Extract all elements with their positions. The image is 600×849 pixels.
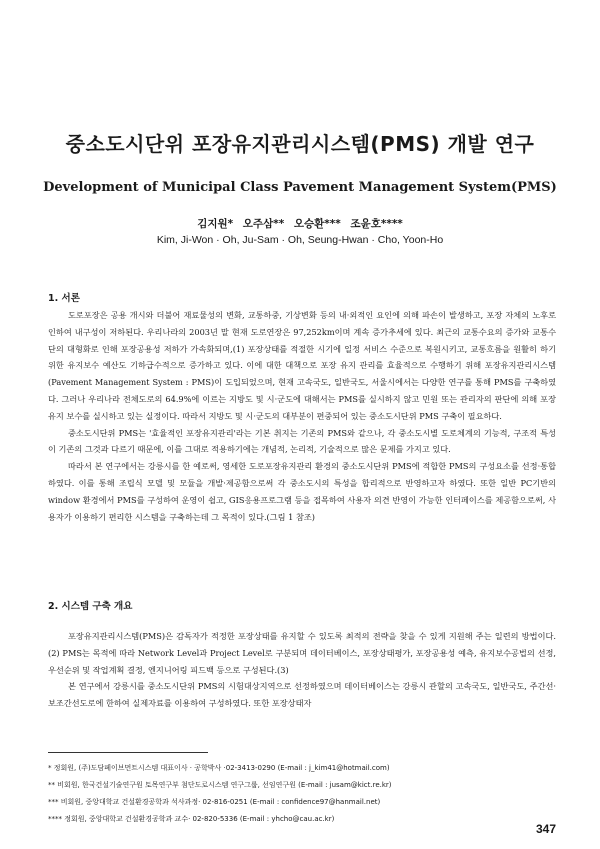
authors-english: Kim, Ji-Won · Oh, Ju-Sam · Oh, Seung-Hwan · Cho, Yoon-Ho [156, 234, 444, 246]
footnote-3: *** 비회원, 중앙대학교 건설환경공학과 석사과정· 02-816-0251 (E-mail : confidence97@hanmail.net) [48, 798, 381, 806]
footnote-divider [48, 752, 208, 753]
section-1-paragraph-1: 도로포장은 공용 개시와 더불어 재료물성의 변화, 교통하중, 기상변화 등의 내·외적인 요인에 의해 파손이 발생하고, 포장 자체의 노후로 인하여 내구성이 저하된다. 우리나라의 2003년 말 현재 도로연장은 97,252km이며 계속 증가추세에 있다. 최근의 교통수요의 증가와 교통수단의 대형화로 인해 포장공용성 저하가 가속화되며,(1) 포장상태를 적절한 시기에 일정 서비스 수준으로 복원시키고, 교통흐름을 원활히 하기 위한 유지보수 예산도 기하급수적으로 증가하고 있다. 이에 대한 대책으로 포장 유지 관리를 효율적으로 수행하기 위해 포장유지관리시스템(Pavement Management System : PMS)이 도입되었으며, 현재 고속국도, 일반국도, 서울시에서는 다양한 연구를 통해 PMS를 구축하였다. 그러나 우리나라 전체도로의 64.9%에 이르는 지방도 및 시·군도에 대해서는 PMS를 실시하지 않고 민원 또는 관리자의 판단에 의해 포장 유지 보수를 실시하고 있는 실정이다. 따라서 지방도 및 시·군도의 대부분이 편중되어 있는 중소도시단위 PMS 구축이 필요하다. [48, 310, 556, 421]
title-korean: 중소도시단위 포장유지관리시스템(PMS) 개발 연구 [65, 132, 535, 156]
section-1-body [48, 307, 556, 525]
section-2-paragraph-1: 포장유지관리시스템(PMS)은 감독자가 적정한 포장상태를 유지할 수 있도록 최적의 전략을 찾을 수 있게 지원해 주는 일련의 방법이다.(2) PMS는 목적에 따라 Network Level과 Project Level로 구분되며 데이터베이스, 포장상태평가, 포장공용성 예측, 유지보수공법의 선정, 우선순위 및 작업계획 결정, 엔지니어링 피드백 등으로 구성된다.(3) [48, 631, 556, 675]
authors-korean: 김지원* 오주삼** 오승환*** 조윤호**** [197, 218, 403, 230]
section-2-paragraph-2: 본 연구에서 강릉시를 중소도시단위 PMS의 시험대상지역으로 선정하였으며 데이터베이스는 강릉시 관할의 고속국도, 일반국도, 주간선·보조간선도로에 한하여 실제자료를 이용하여 구성하였다. 또한 포장상태자 [48, 681, 556, 709]
section-1-paragraph-2: 중소도시단위 PMS는 '효율적인 포장유지관리'라는 기본 취지는 기존의 PMS와 같으나, 각 중소도시별 도로체계의 기능적, 구조적 특성이 기존의 그것과 다르기 때문에, 이를 그대로 적용하기에는 개념적, 논리적, 기술적으로 많은 문제를 가지고 있다. [48, 427, 556, 455]
section-1-heading: 1. 서론 [48, 293, 80, 304]
section-1-paragraph-3: 따라서 본 연구에서는 강릉시를 한 예로써, 영세한 도로포장유지관리 환경의 중소도시단위 PMS에 적합한 PMS의 구성요소를 선정·통합하였다. 이를 통해 조립식 모델 및 모듈을 개발·제공함으로써 각 중소도시의 특성을 합리적으로 반영하고자 하였다. 또한 일반 PC기반의 window 환경에서 PMS를 구성하여 운영이 쉽고, GIS응용프로그램 등을 접목하여 사용자 의견 반영이 가능한 인터페이스를 제공함으로써, 사용자가 이용하기 편리한 시스템을 구축하는데 그 목적이 있다.(그림 1 참조) [48, 461, 556, 522]
title-english: Development of Municipal Class Pavement Management System(PMS) [43, 180, 557, 195]
footnotes [48, 760, 568, 828]
footnote-1: * 정회원, (주)도담페이브먼트시스템 대표이사 · 공학박사 ·02-3413-0290 (E-mail : j_kim41@hotmail.com) [48, 764, 390, 772]
footnote-2: ** 비회원, 한국건설기술연구원 토목연구부 첨단도로시스템 연구그룹, 선임연구원 (E-mail : jusam@kict.re.kr) [48, 781, 392, 789]
section-2-body [48, 628, 556, 712]
page-number: 347 [535, 822, 556, 836]
footnote-4: **** 정회원, 중앙대학교 건설환경공학과 교수· 02-820-5336 (E-mail : yhcho@cau.ac.kr) [48, 815, 335, 823]
section-2-heading: 2. 시스템 구축 개요 [48, 601, 133, 612]
